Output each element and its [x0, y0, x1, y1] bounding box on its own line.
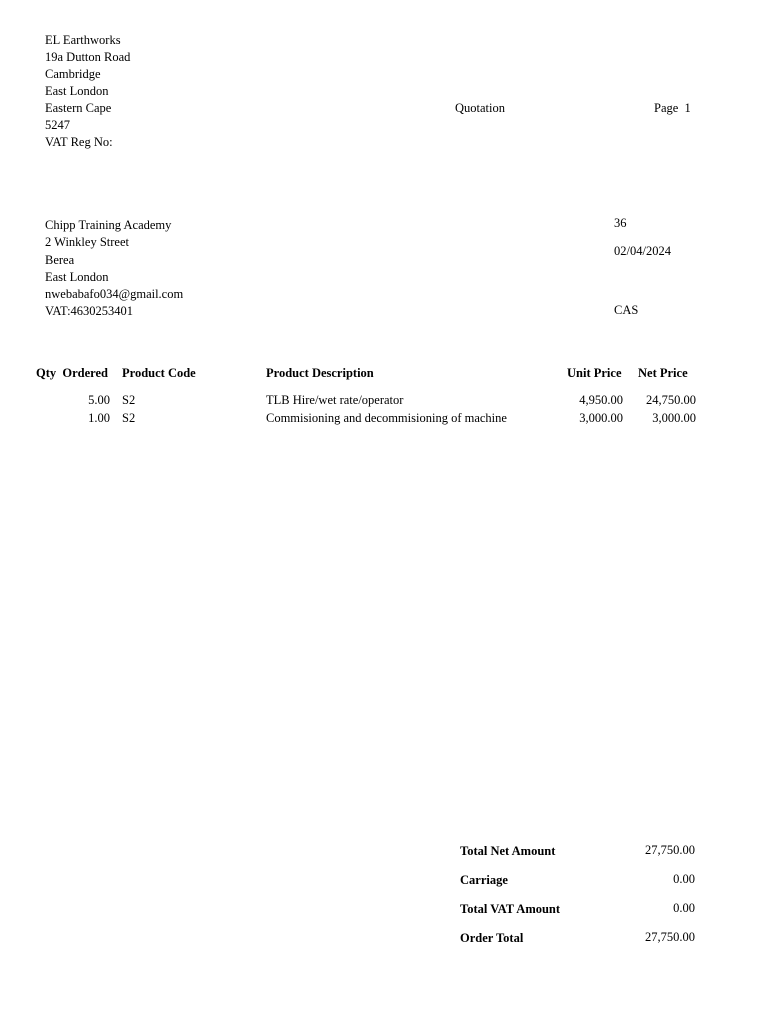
order-total-value: 27,750.00 — [645, 930, 695, 944]
customer-name: Chipp Training Academy — [45, 218, 172, 232]
customer-address-line2: Berea — [45, 252, 75, 267]
company-name: EL Earthworks — [45, 33, 121, 47]
carriage-value: 0.00 — [673, 872, 695, 886]
customer-address-line1: 2 Winkley Street — [45, 235, 129, 250]
document-date: 02/04/2024 — [614, 244, 671, 258]
row-qty: 5.00 — [88, 393, 110, 407]
row-qty: 1.00 — [88, 411, 110, 425]
document-reference: CAS — [614, 303, 639, 317]
row-unit-price: 4,950.00 — [579, 393, 623, 407]
company-vat-label: VAT Reg No: — [45, 135, 113, 149]
customer-email: nwebabafo034@gmail.com — [45, 287, 184, 302]
row-product-code: S2 — [122, 411, 136, 425]
document-number: 36 — [614, 216, 627, 230]
header-qty-ordered: Qty Ordered — [36, 366, 108, 380]
company-city: East London — [45, 84, 109, 98]
customer-vat: VAT:4630253401 — [45, 304, 134, 319]
header-product-code: Product Code — [122, 366, 196, 380]
header-net-price: Net Price — [638, 366, 688, 380]
total-net-amount-label: Total Net Amount — [460, 844, 556, 858]
row-net-price: 24,750.00 — [646, 393, 696, 407]
customer-address-block — [45, 217, 183, 321]
row-unit-price: 3,000.00 — [579, 411, 623, 425]
total-vat-amount-value: 0.00 — [673, 901, 695, 915]
page-number: Page 1 — [654, 101, 691, 115]
document-type: Quotation — [455, 101, 505, 115]
customer-city: East London — [45, 269, 109, 284]
company-postal-code: 5247 — [45, 118, 70, 132]
company-province: Eastern Cape — [45, 101, 112, 115]
total-net-amount-value: 27,750.00 — [645, 843, 695, 857]
row-description: TLB Hire/wet rate/operator — [266, 393, 404, 407]
row-description: Commisioning and decommisioning of machine — [266, 411, 507, 425]
header-product-description: Product Description — [266, 366, 374, 380]
order-total-label: Order Total — [460, 931, 524, 945]
row-product-code: S2 — [122, 393, 136, 407]
company-address-line1: 19a Dutton Road — [45, 50, 131, 64]
total-vat-amount-label: Total VAT Amount — [460, 902, 561, 916]
company-address-block — [45, 32, 130, 151]
carriage-label: Carriage — [460, 873, 508, 887]
row-net-price: 3,000.00 — [652, 411, 696, 425]
company-address-line2: Cambridge — [45, 67, 101, 81]
header-unit-price: Unit Price — [567, 366, 622, 380]
